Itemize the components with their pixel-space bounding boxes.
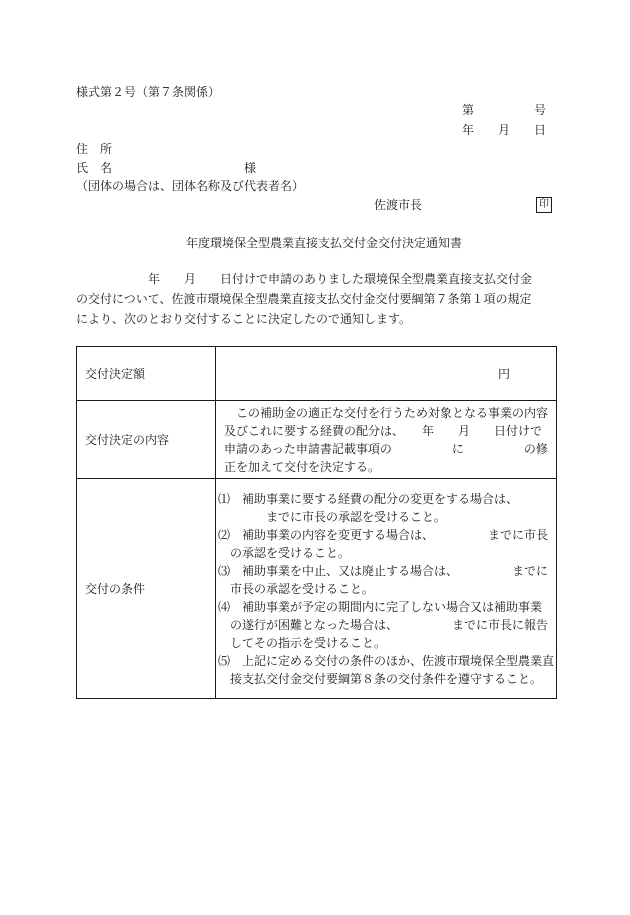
body-line: により、次のとおり交付することに決定したので通知します。 bbox=[76, 312, 412, 326]
document-number: 第 号 bbox=[462, 103, 547, 117]
table-row bbox=[77, 401, 557, 479]
conditions-cell bbox=[216, 479, 557, 699]
content-cell bbox=[216, 401, 557, 479]
content-line: 申請のあった申請書記載事項の に の修 bbox=[224, 441, 548, 456]
table-row bbox=[77, 479, 557, 699]
condition-line: の遂行が困難となった場合は、 までに市長に報告 bbox=[218, 617, 549, 632]
condition-line: ⑷ 補助事業が予定の期間内に完了しない場合又は補助事業 bbox=[218, 599, 543, 614]
condition-line: ⑶ 補助事業を中止、又は廃止する場合は、 までに bbox=[218, 563, 549, 578]
condition-line: ⑸ 上記に定める交付の条件のほか、佐渡市環境保全型農業直 bbox=[218, 653, 555, 668]
decision-table bbox=[76, 346, 557, 699]
address-label: 住 所 bbox=[76, 142, 113, 156]
content-line: 正を加えて交付を決定する。 bbox=[224, 459, 381, 474]
group-note: （団体の場合は、団体名称及び代表者名） bbox=[76, 179, 305, 193]
issuer: 佐渡市長 bbox=[374, 198, 423, 212]
amount-label: 交付決定額 bbox=[77, 347, 216, 401]
document-title: 年度環境保全型農業直接支払交付金交付決定通知書 bbox=[186, 236, 463, 250]
body-line: 年 月 日付けで申請のありました環境保全型農業直接支払交付金 bbox=[76, 272, 533, 286]
body-line: の交付について、佐渡市環境保全型農業直接支払交付金交付要綱第７条第１項の規定 bbox=[76, 292, 532, 306]
condition-line: 市長の承認を受けること。 bbox=[218, 581, 375, 596]
content-line: 及びこれに要する経費の配分は、 年 月 日付けで bbox=[224, 423, 543, 438]
table-row bbox=[77, 347, 557, 401]
seal-stamp: 印 bbox=[536, 197, 552, 213]
form-number: 様式第２号（第７条関係） bbox=[76, 85, 221, 99]
condition-line: 接支払交付金交付要綱第８条の交付条件を遵守すること。 bbox=[218, 671, 543, 686]
condition-line: してその指示を受けること。 bbox=[218, 635, 387, 650]
conditions-label: 交付の条件 bbox=[77, 479, 216, 699]
recipient-name-label: 氏 名 様 bbox=[76, 161, 257, 175]
content-label: 交付決定の内容 bbox=[77, 401, 216, 479]
condition-line: ⑴ 補助事業に要する経費の配分の変更をする場合は、 bbox=[218, 491, 519, 506]
condition-line: の承認を受けること。 bbox=[218, 545, 351, 560]
issue-date: 年 月 日 bbox=[462, 123, 547, 137]
condition-line: ⑵ 補助事業の内容を変更する場合は、 までに市長 bbox=[218, 527, 549, 542]
amount-value: 円 bbox=[216, 347, 557, 401]
content-line: この補助金の適正な交付を行うため対象となる事業の内容 bbox=[224, 405, 549, 420]
condition-line: までに市長の承認を受けること。 bbox=[218, 509, 447, 524]
